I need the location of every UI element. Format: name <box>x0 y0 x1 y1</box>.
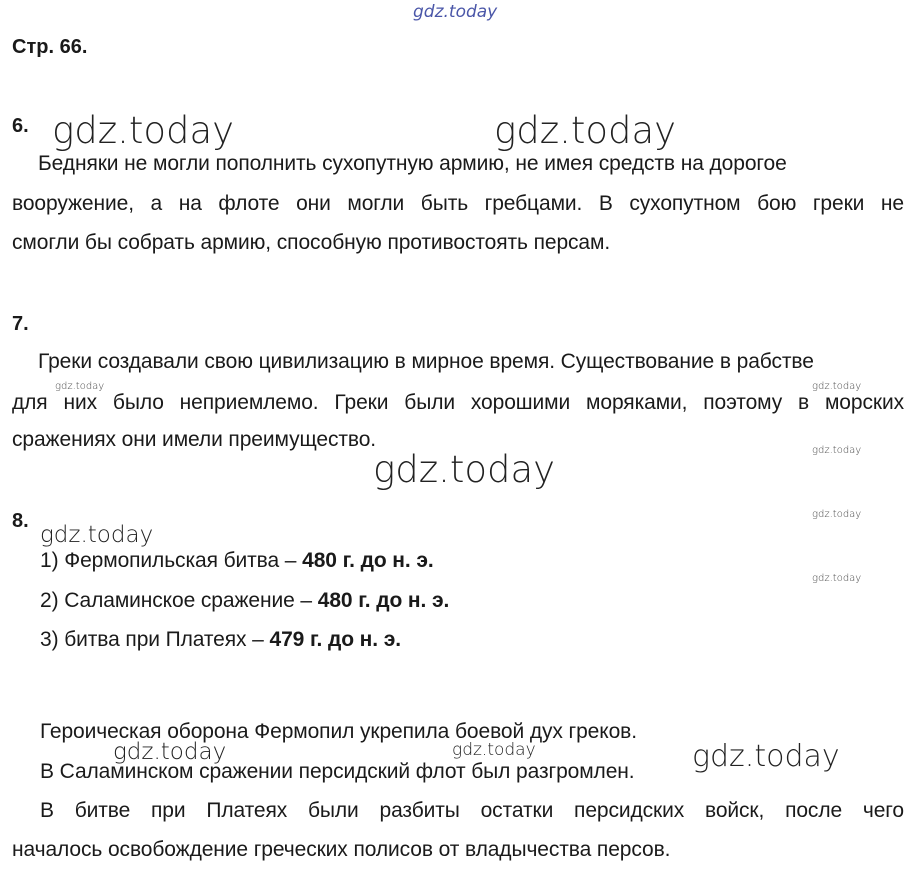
question-6-number: 6. <box>12 115 29 137</box>
watermark: gdz.today <box>452 740 536 760</box>
watermark: gdz.today <box>812 381 862 392</box>
q7-line-1: Греки создавали свою цивилизацию в мирное время. Существование в рабстве <box>38 350 814 373</box>
watermark: gdz.today <box>812 445 862 456</box>
q8-item-2-label: 2) Саламинское сражение – <box>40 589 318 612</box>
watermark: gdz.today <box>113 739 227 765</box>
q8-item-2-date: 480 г. до н. э. <box>317 589 450 612</box>
q8-item-3-label: 3) битва при Платеях – <box>40 628 270 651</box>
watermark: gdz.today <box>692 739 840 774</box>
question-8-number: 8. <box>12 510 29 532</box>
q8-item-3 <box>40 628 401 652</box>
q6-line-2: вооружение, а на флоте они могли быть гребцами. В сухопутном бою греки не <box>12 192 904 215</box>
q7-line-3: сражениях они имели преимущество. <box>12 428 377 451</box>
q8-line-3: В битве при Платеях были разбиты остатки персидских войск, после чего <box>40 799 904 822</box>
watermark: gdz.today <box>52 109 235 152</box>
q8-item-1-label: 1) Фермопильская битва – <box>40 549 303 572</box>
page-title: Стр. 66. <box>12 36 88 58</box>
q6-line-1: Бедняки не могли пополнить сухопутную армию, не имея средств на дорогое <box>38 152 787 175</box>
q6-line-3: смогли бы собрать армию, способную противостоять персам. <box>12 231 611 254</box>
watermark: gdz.today <box>812 573 862 584</box>
q8-item-2 <box>40 589 449 613</box>
question-7-number: 7. <box>12 313 29 335</box>
q8-line-1: Героическая оборона Фермопил укрепила боевой дух греков. <box>40 720 637 743</box>
watermark: gdz.today <box>373 448 556 491</box>
q7-line-2: для них было неприемлемо. Греки были хорошими моряками, поэтому в морских <box>12 391 904 414</box>
q8-item-3-date: 479 г. до н. э. <box>269 628 401 651</box>
watermark: gdz.today <box>494 109 677 152</box>
q8-item-1-date: 480 г. до н. э. <box>302 549 434 572</box>
watermark: gdz.today <box>812 509 862 520</box>
watermark: gdz.today <box>55 381 105 392</box>
q8-line-4: началось освобождение греческих полисов от владычества персов. <box>12 838 671 861</box>
q8-line-2: В Саламинском сражении персидский флот был разгромлен. <box>40 760 635 783</box>
q8-item-1 <box>40 549 434 573</box>
watermark: gdz.today <box>40 522 154 548</box>
watermark-top: gdz.today <box>413 2 498 22</box>
